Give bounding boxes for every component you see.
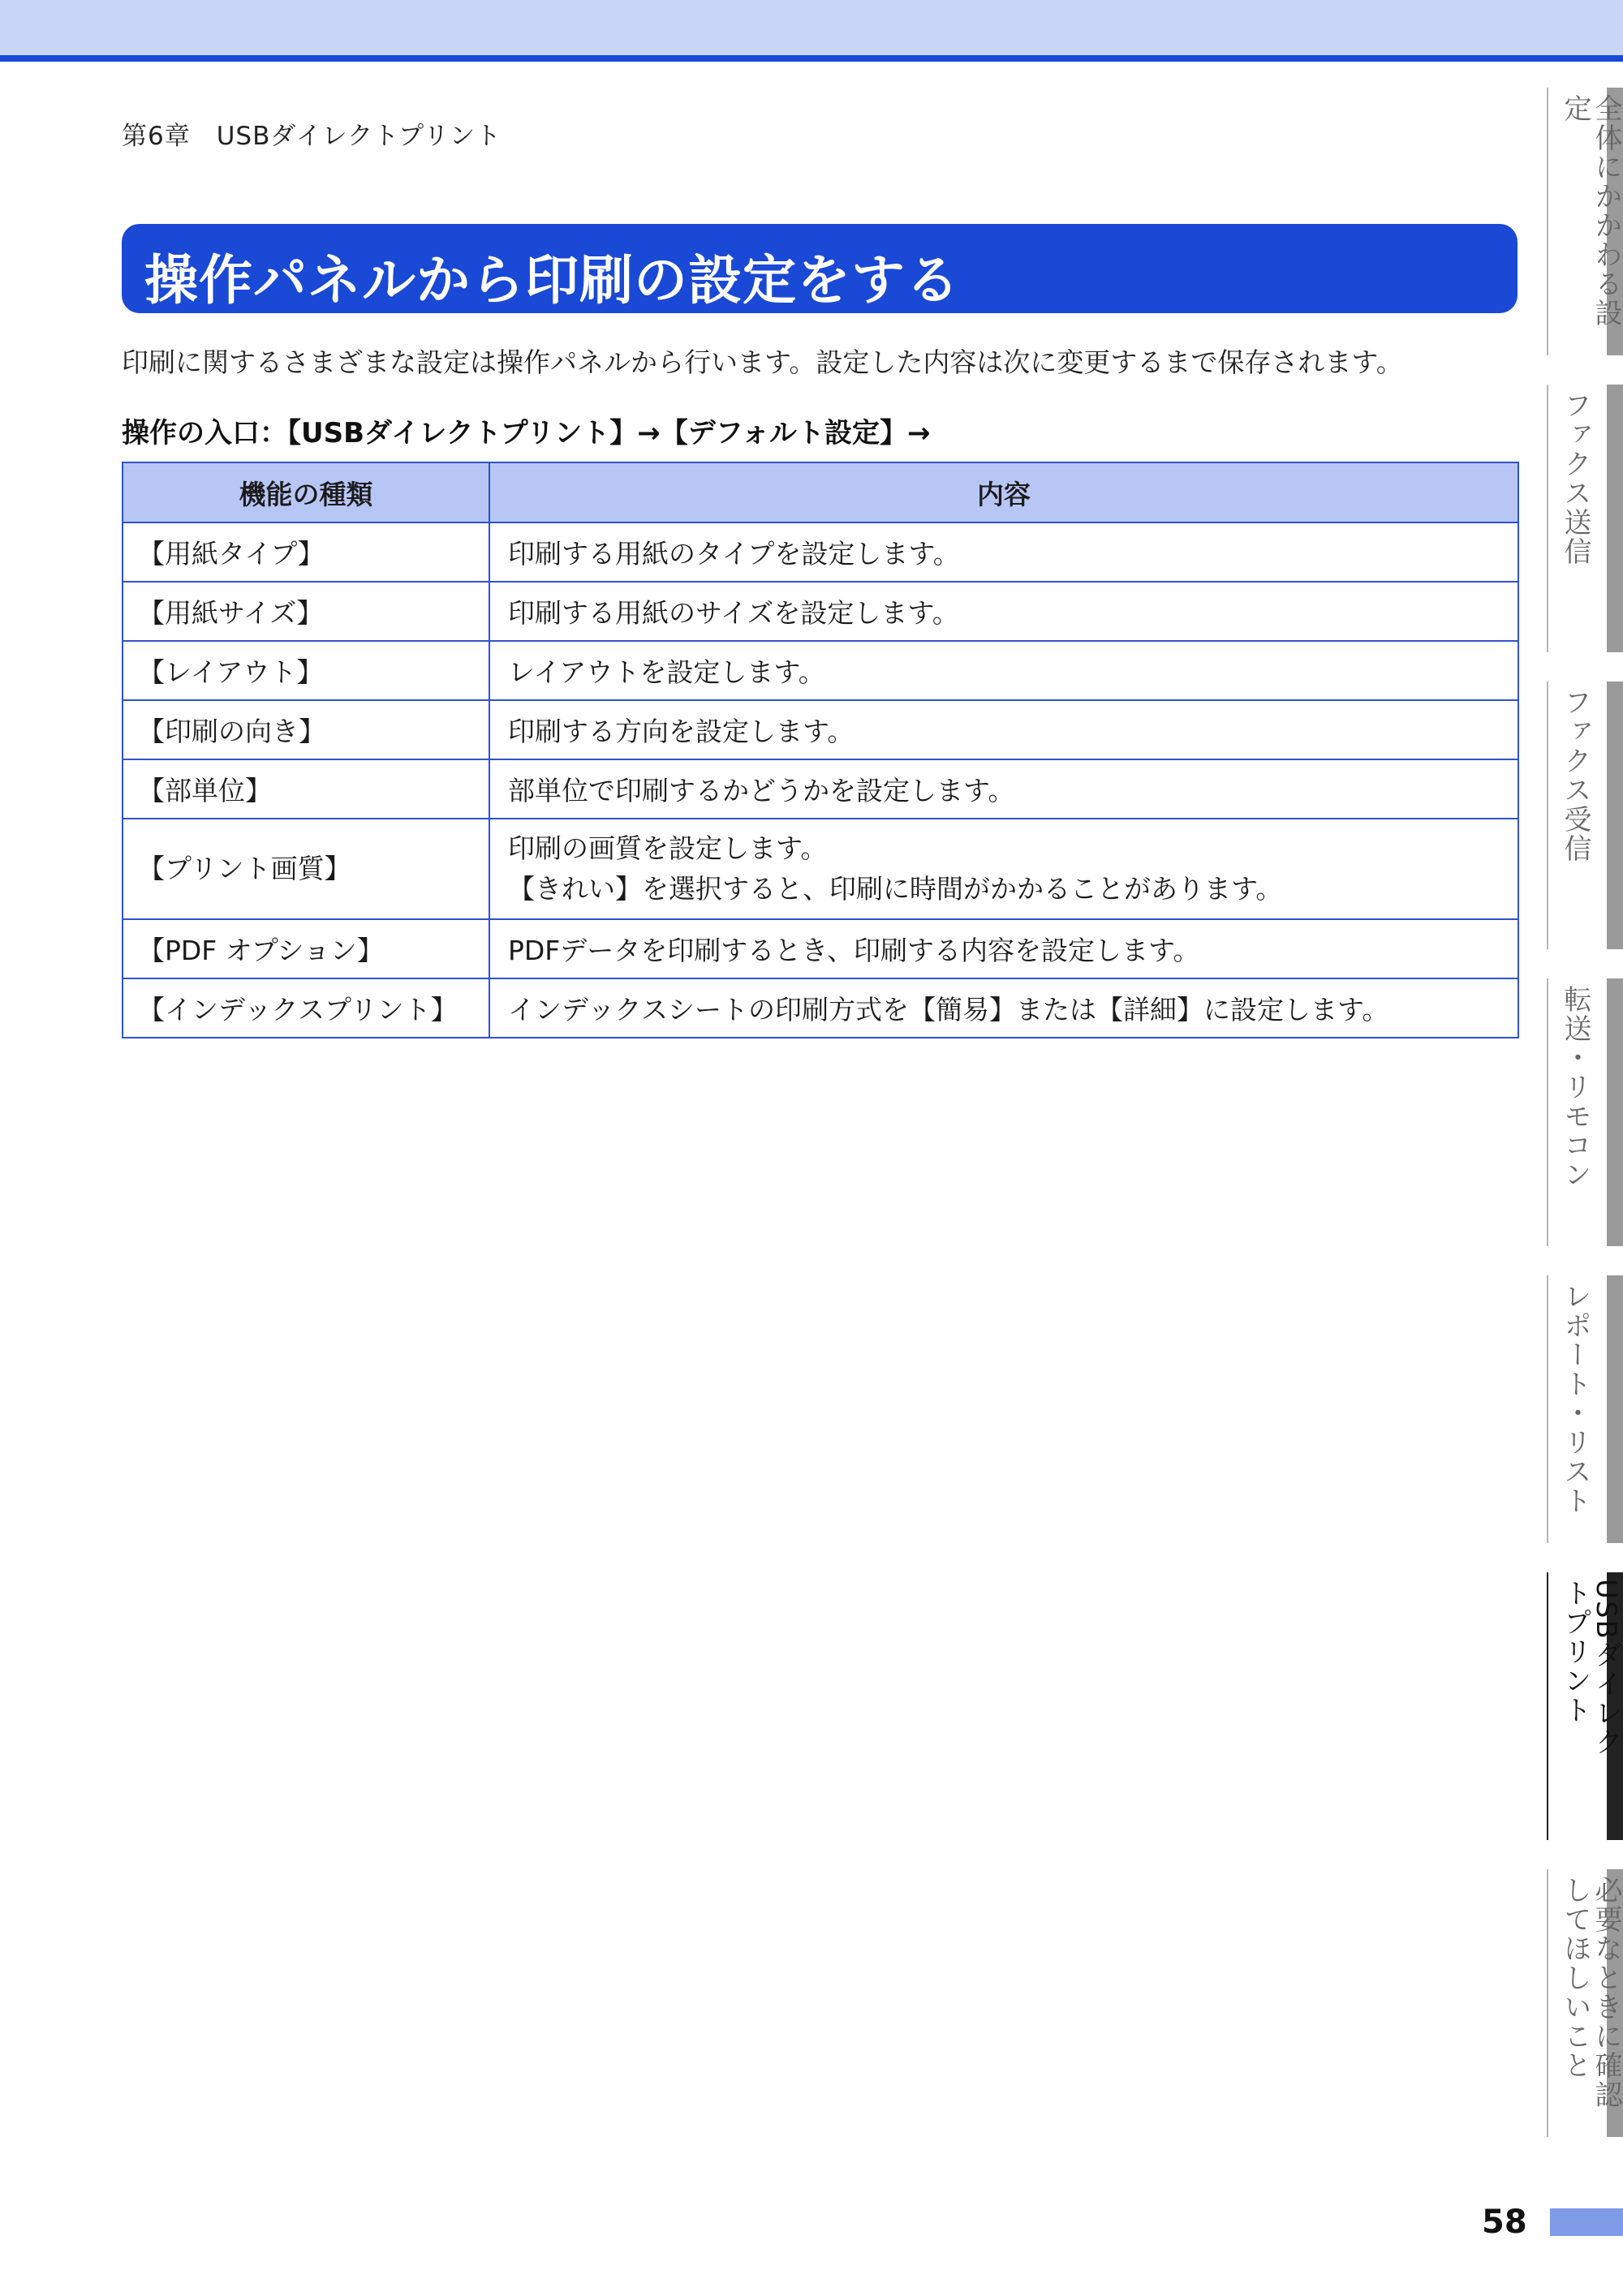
tab-stripe: [1607, 681, 1623, 949]
side-tab-report-list[interactable]: [1547, 1275, 1623, 1543]
tab-label: 全体にかかわる設定: [1559, 94, 1622, 328]
desc-cell: 部単位で印刷するかどうかを設定します。: [489, 759, 1518, 819]
feature-cell: 【プリント画質】: [123, 819, 489, 919]
table-row: [123, 819, 1518, 919]
feature-cell: 【印刷の向き】: [123, 700, 489, 759]
desc-cell: 印刷する用紙のサイズを設定します。: [489, 582, 1518, 641]
table-row: [123, 522, 1518, 582]
side-tab-fax-send[interactable]: [1547, 385, 1623, 652]
table-row: [123, 641, 1518, 700]
side-tab-fax-receive[interactable]: [1547, 681, 1623, 949]
section-title: 操作パネルから印刷の設定をする: [144, 249, 960, 312]
settings-table: [122, 462, 1519, 1038]
table-header-row: [123, 462, 1518, 522]
desc-cell: 印刷する方向を設定します。: [489, 700, 1518, 759]
side-tab-general-settings[interactable]: [1547, 88, 1623, 355]
table-row: [123, 582, 1518, 641]
tab-label: 転送・リモコン: [1559, 985, 1591, 1189]
side-tab-forward-remote[interactable]: [1547, 978, 1623, 1246]
operation-path: 操作の入口：【USBダイレクトプリント】→【デフォルト設定】→: [122, 417, 931, 449]
tab-stripe: [1607, 978, 1623, 1246]
feature-cell: 【用紙タイプ】: [123, 522, 489, 582]
section-title-bar: [122, 224, 1518, 313]
tab-label: レポート・リスト: [1559, 1282, 1591, 1516]
header-rule: [0, 55, 1623, 62]
header-feature: 機能の種類: [123, 462, 489, 522]
desc-cell: 印刷する用紙のタイプを設定します。: [489, 522, 1518, 582]
header-band: [0, 0, 1623, 55]
tab-stripe: [1607, 1275, 1623, 1543]
page-number-bar: [1550, 2208, 1623, 2236]
table-row: [123, 700, 1518, 759]
desc-line: 印刷の画質を設定します。: [508, 832, 828, 864]
table-row: [123, 759, 1518, 819]
desc-cell: レイアウトを設定します。: [489, 641, 1518, 700]
tab-label: ファクス送信: [1559, 391, 1591, 566]
side-tab-usb-direct-print[interactable]: [1547, 1572, 1623, 1840]
desc-cell: [489, 819, 1518, 919]
desc-cell: PDFデータを印刷するとき、印刷する内容を設定します。: [489, 919, 1518, 978]
feature-cell: 【レイアウト】: [123, 641, 489, 700]
desc-line: 【きれい】を選択すると、印刷に時間がかかることがあります。: [508, 873, 1283, 905]
side-tab-troubleshooting[interactable]: [1547, 1869, 1623, 2137]
page-number: 58: [1482, 2204, 1527, 2241]
tab-label: USBダイレクトプリント: [1559, 1579, 1622, 1757]
table-row: [123, 978, 1518, 1038]
desc-cell: インデックスシートの印刷方式を【簡易】または【詳細】に設定します。: [489, 978, 1518, 1038]
feature-cell: 【用紙サイズ】: [123, 582, 489, 641]
tab-label: 必要なときに確認してほしいこと: [1559, 1876, 1622, 2109]
table-row: [123, 919, 1518, 978]
tab-stripe: [1607, 385, 1623, 652]
feature-cell: 【インデックスプリント】: [123, 978, 489, 1038]
feature-cell: 【部単位】: [123, 759, 489, 819]
intro-paragraph: 印刷に関するさまざまな設定は操作パネルから行います。設定した内容は次に変更するまで保存されます。: [122, 346, 1403, 378]
tab-label: ファクス受信: [1559, 688, 1591, 863]
header-content: 内容: [489, 462, 1518, 522]
feature-cell: 【PDF オプション】: [123, 919, 489, 978]
chapter-heading: 第6章 USBダイレクトプリント: [122, 122, 502, 151]
